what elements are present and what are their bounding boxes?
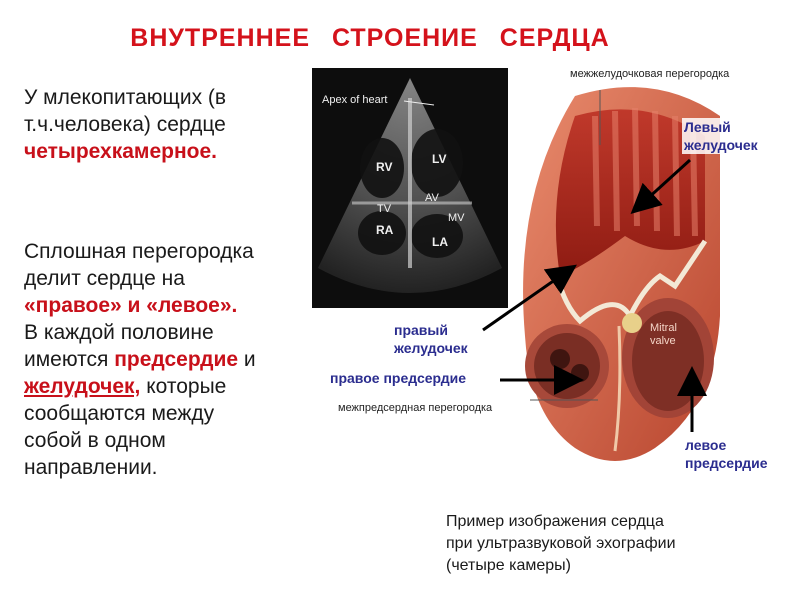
echo-caption-line-2: при ультразвуковой эхографии: [446, 535, 676, 552]
septum-line-3: «правое» и «левое».: [24, 294, 238, 317]
echo-lv-label: LV: [432, 152, 447, 166]
intro-line-1: У млекопитающих (в: [24, 86, 227, 109]
left-ventricle-label-line-1: Левый: [684, 119, 731, 135]
echo-mv-label: MV: [448, 212, 465, 224]
echo-av-label: AV: [425, 192, 439, 204]
mitral-label-2: valve: [650, 335, 676, 347]
left-atrium-label-line-2: предсердие: [685, 455, 768, 471]
echo-caption: [446, 511, 676, 577]
echo-la-label: LA: [432, 235, 448, 249]
mitral-label-1: Mitral: [650, 322, 677, 334]
ventricle-term: желудочек,: [24, 375, 141, 398]
right-ventricle-arrow: [483, 268, 572, 330]
septum-line-9: направлении.: [24, 456, 158, 479]
echo-caption-line-3: (четыре камеры): [446, 557, 571, 574]
septum-line-6b: которые: [140, 375, 227, 398]
septum-ventricular-label: межжелудочковая перегородка: [570, 68, 730, 80]
intro-emphasis: четырехкамерное.: [24, 140, 217, 163]
echo-ra-label: RA: [376, 223, 394, 237]
septum-line-2: делит сердце на: [24, 267, 185, 290]
septum-line-5a: имеются: [24, 348, 115, 371]
septum-atrial-label: межпредсердная перегородка: [338, 402, 493, 414]
septum-line-8: собой в одном: [24, 429, 166, 452]
right-atrium-label: правое предсердие: [330, 370, 466, 386]
septum-line-4: В каждой половине: [24, 321, 214, 344]
echo-tv-label: TV: [377, 203, 392, 215]
left-atrium-label: [683, 436, 770, 472]
page-title: ВНУТРЕННЕЕ СТРОЕНИЕ СЕРДЦА: [130, 24, 610, 52]
septum-line-1: Сплошная перегородка: [24, 240, 254, 263]
atrium-term: предсердие: [114, 348, 239, 371]
echo-caption-line-1: Пример изображения сердца: [446, 513, 664, 530]
intro-line-2: т.ч.человека) сердце: [24, 113, 226, 136]
right-ventricle-label: [394, 321, 468, 357]
septum-line-7: сообщаются между: [24, 402, 215, 425]
right-ventricle-label-line-2: желудочек: [394, 340, 468, 356]
septum-line-5c: и: [238, 348, 256, 371]
left-ventricle-label-line-2: желудочек: [684, 137, 758, 153]
left-ventricle-arrow: [635, 160, 690, 210]
right-ventricle-label-line-1: правый: [394, 322, 448, 338]
echo-rv-label: RV: [376, 160, 393, 174]
echo-apex-label: Apex of heart: [322, 94, 388, 106]
left-atrium-label-line-1: левое: [685, 437, 727, 453]
left-ventricle-label: [682, 118, 760, 154]
